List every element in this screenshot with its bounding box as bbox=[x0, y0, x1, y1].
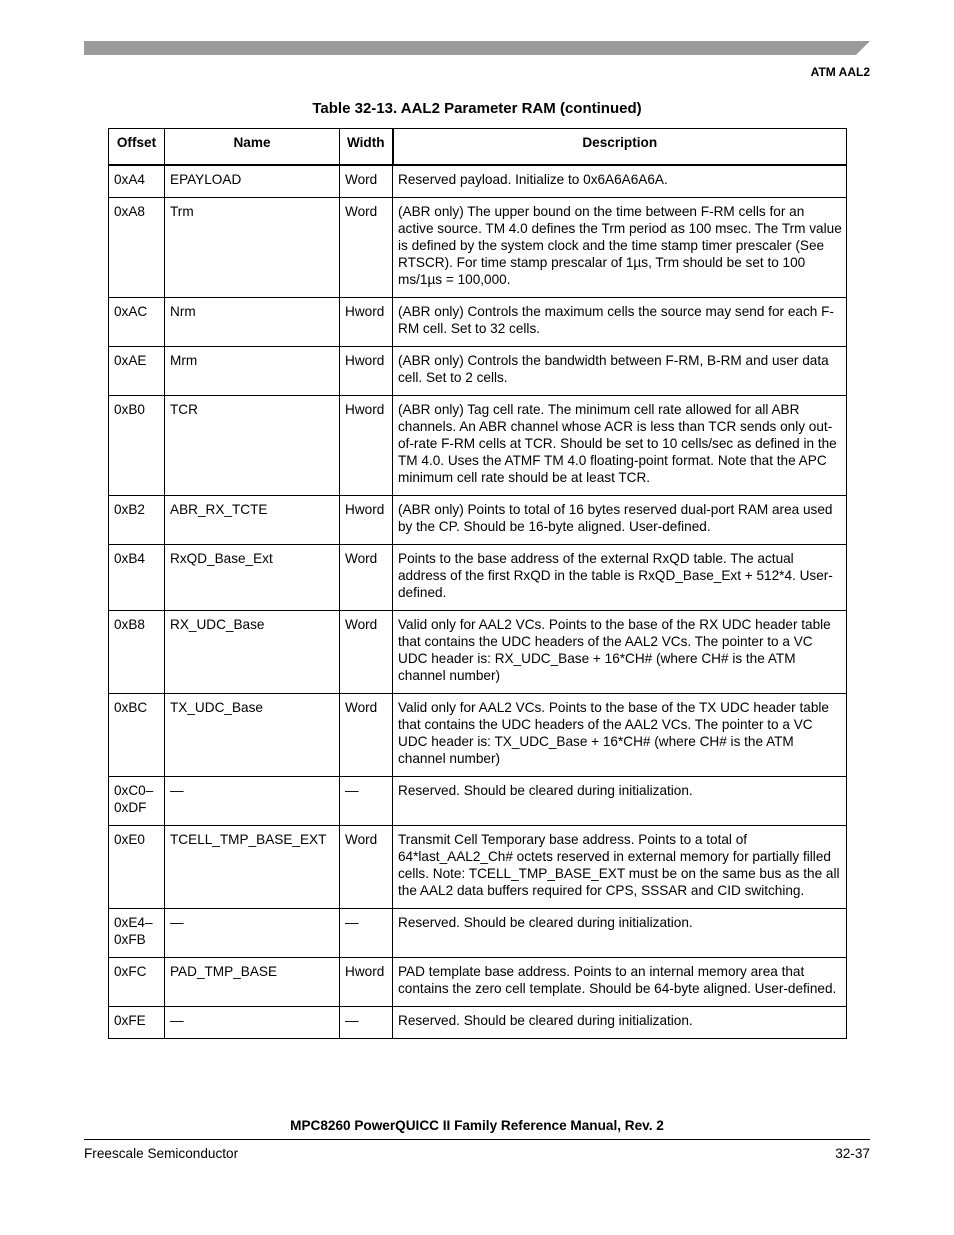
cell-offset: 0xAE bbox=[109, 347, 165, 396]
cell-name: EPAYLOAD bbox=[165, 165, 340, 198]
cell-width: Word bbox=[340, 165, 393, 198]
cell-offset: 0xC0– 0xDF bbox=[109, 777, 165, 826]
column-header-offset: Offset bbox=[109, 129, 165, 166]
cell-offset: 0xE0 bbox=[109, 826, 165, 909]
cell-offset: 0xE4– 0xFB bbox=[109, 909, 165, 958]
table-row bbox=[109, 909, 847, 958]
table-row bbox=[109, 298, 847, 347]
cell-offset: 0xB8 bbox=[109, 611, 165, 694]
cell-width: — bbox=[340, 909, 393, 958]
column-header-name: Name bbox=[165, 129, 340, 166]
table-row bbox=[109, 396, 847, 496]
cell-offset: 0xFE bbox=[109, 1007, 165, 1039]
cell-offset: 0xAC bbox=[109, 298, 165, 347]
cell-width: Hword bbox=[340, 347, 393, 396]
table-row bbox=[109, 545, 847, 611]
cell-description: (ABR only) Tag cell rate. The minimum cell rate allowed for all ABR channels. An ABR channel whose ACR is less than TCR sends only out-of-rate F-RM cells at TCR. Should be set to 10 cells/sec as defined in the TM 4.0. Uses the ATMF TM 4.0 floating-point format. Note that the APC minimum cell rate should be at least TCR. bbox=[393, 396, 847, 496]
cell-description: Reserved. Should be cleared during initialization. bbox=[393, 777, 847, 826]
table-header-row bbox=[109, 129, 847, 166]
cell-description: PAD template base address. Points to an internal memory area that contains the zero cell template. Should be 64-byte aligned. User-defined. bbox=[393, 958, 847, 1007]
table-row bbox=[109, 198, 847, 298]
column-header-width: Width bbox=[340, 129, 393, 166]
table-row bbox=[109, 958, 847, 1007]
cell-width: Hword bbox=[340, 298, 393, 347]
manual-title: MPC8260 PowerQUICC II Family Reference Manual, Rev. 2 bbox=[290, 1118, 664, 1133]
cell-offset: 0xB2 bbox=[109, 496, 165, 545]
section-title: ATM AAL2 bbox=[810, 65, 870, 79]
cell-description: Reserved payload. Initialize to 0x6A6A6A6A. bbox=[393, 165, 847, 198]
cell-description: (ABR only) Controls the bandwidth between F-RM, B-RM and user data cell. Set to 2 cells. bbox=[393, 347, 847, 396]
cell-offset: 0xA8 bbox=[109, 198, 165, 298]
cell-name: Trm bbox=[165, 198, 340, 298]
cell-name: PAD_TMP_BASE bbox=[165, 958, 340, 1007]
table-row bbox=[109, 777, 847, 826]
cell-offset: 0xA4 bbox=[109, 165, 165, 198]
cell-width: Hword bbox=[340, 396, 393, 496]
cell-name: TCELL_TMP_BASE_EXT bbox=[165, 826, 340, 909]
cell-offset: 0xB4 bbox=[109, 545, 165, 611]
table-row bbox=[109, 165, 847, 198]
cell-name: — bbox=[165, 909, 340, 958]
company-name: Freescale Semiconductor bbox=[84, 1146, 239, 1161]
cell-width: Hword bbox=[340, 496, 393, 545]
cell-name: Nrm bbox=[165, 298, 340, 347]
cell-offset: 0xBC bbox=[109, 694, 165, 777]
cell-description: Reserved. Should be cleared during initialization. bbox=[393, 1007, 847, 1039]
cell-name: TX_UDC_Base bbox=[165, 694, 340, 777]
cell-name: Mrm bbox=[165, 347, 340, 396]
cell-name: TCR bbox=[165, 396, 340, 496]
cell-name: — bbox=[165, 1007, 340, 1039]
cell-width: — bbox=[340, 777, 393, 826]
cell-description: (ABR only) Points to total of 16 bytes reserved dual-port RAM area used by the CP. Should be 16-byte aligned. User-defined. bbox=[393, 496, 847, 545]
cell-description: Points to the base address of the external RxQD table. The actual address of the first RxQD in the table is RxQD_Base_Ext + 512*4. User-defined. bbox=[393, 545, 847, 611]
cell-description: Reserved. Should be cleared during initialization. bbox=[393, 909, 847, 958]
cell-width: — bbox=[340, 1007, 393, 1039]
cell-description: Valid only for AAL2 VCs. Points to the base of the RX UDC header table that contains the UDC headers of the AAL2 VCs. The pointer to a VC UDC header is: RX_UDC_Base + 16*CH# (where CH# is the ATM channel number) bbox=[393, 611, 847, 694]
cell-width: Word bbox=[340, 611, 393, 694]
cell-width: Word bbox=[340, 198, 393, 298]
parameter-ram-table bbox=[108, 128, 847, 1039]
cell-description: (ABR only) Controls the maximum cells the source may send for each F-RM cell. Set to 32 cells. bbox=[393, 298, 847, 347]
table-row bbox=[109, 611, 847, 694]
cell-name: — bbox=[165, 777, 340, 826]
table-caption: Table 32-13. AAL2 Parameter RAM (continued) bbox=[312, 100, 642, 117]
column-header-description: Description bbox=[393, 129, 847, 166]
cell-width: Word bbox=[340, 826, 393, 909]
cell-description: Valid only for AAL2 VCs. Points to the base of the TX UDC header table that contains the UDC headers of the AAL2 VCs. The pointer to a VC UDC header is: TX_UDC_Base + 16*CH# (where CH# is the ATM channel number) bbox=[393, 694, 847, 777]
cell-description: Transmit Cell Temporary base address. Points to a total of 64*last_AAL2_Ch# octets reserved in external memory for partially filled cells. Note: TCELL_TMP_BASE_EXT must be on the same bus as the all the AAL2 data buffers required for CPS, SSSAR and CID switching. bbox=[393, 826, 847, 909]
table-row bbox=[109, 347, 847, 396]
cell-description: (ABR only) The upper bound on the time between F-RM cells for an active source. TM 4.0 defines the Trm period as 100 msec. The Trm value is defined by the system clock and the time stamp timer prescaler (See RTSCR). For time stamp prescalar of 1µs, Trm should be set to 100 ms/1µs = 100,000. bbox=[393, 198, 847, 298]
cell-offset: 0xFC bbox=[109, 958, 165, 1007]
table-row bbox=[109, 496, 847, 545]
cell-name: ABR_RX_TCTE bbox=[165, 496, 340, 545]
cell-width: Word bbox=[340, 694, 393, 777]
cell-width: Hword bbox=[340, 958, 393, 1007]
page-number: 32-37 bbox=[835, 1146, 870, 1161]
cell-offset: 0xB0 bbox=[109, 396, 165, 496]
table-row bbox=[109, 1007, 847, 1039]
table-row bbox=[109, 826, 847, 909]
cell-width: Word bbox=[340, 545, 393, 611]
cell-name: RX_UDC_Base bbox=[165, 611, 340, 694]
table-row bbox=[109, 694, 847, 777]
cell-name: RxQD_Base_Ext bbox=[165, 545, 340, 611]
footer-divider bbox=[84, 1139, 870, 1140]
header-bar bbox=[84, 41, 870, 55]
